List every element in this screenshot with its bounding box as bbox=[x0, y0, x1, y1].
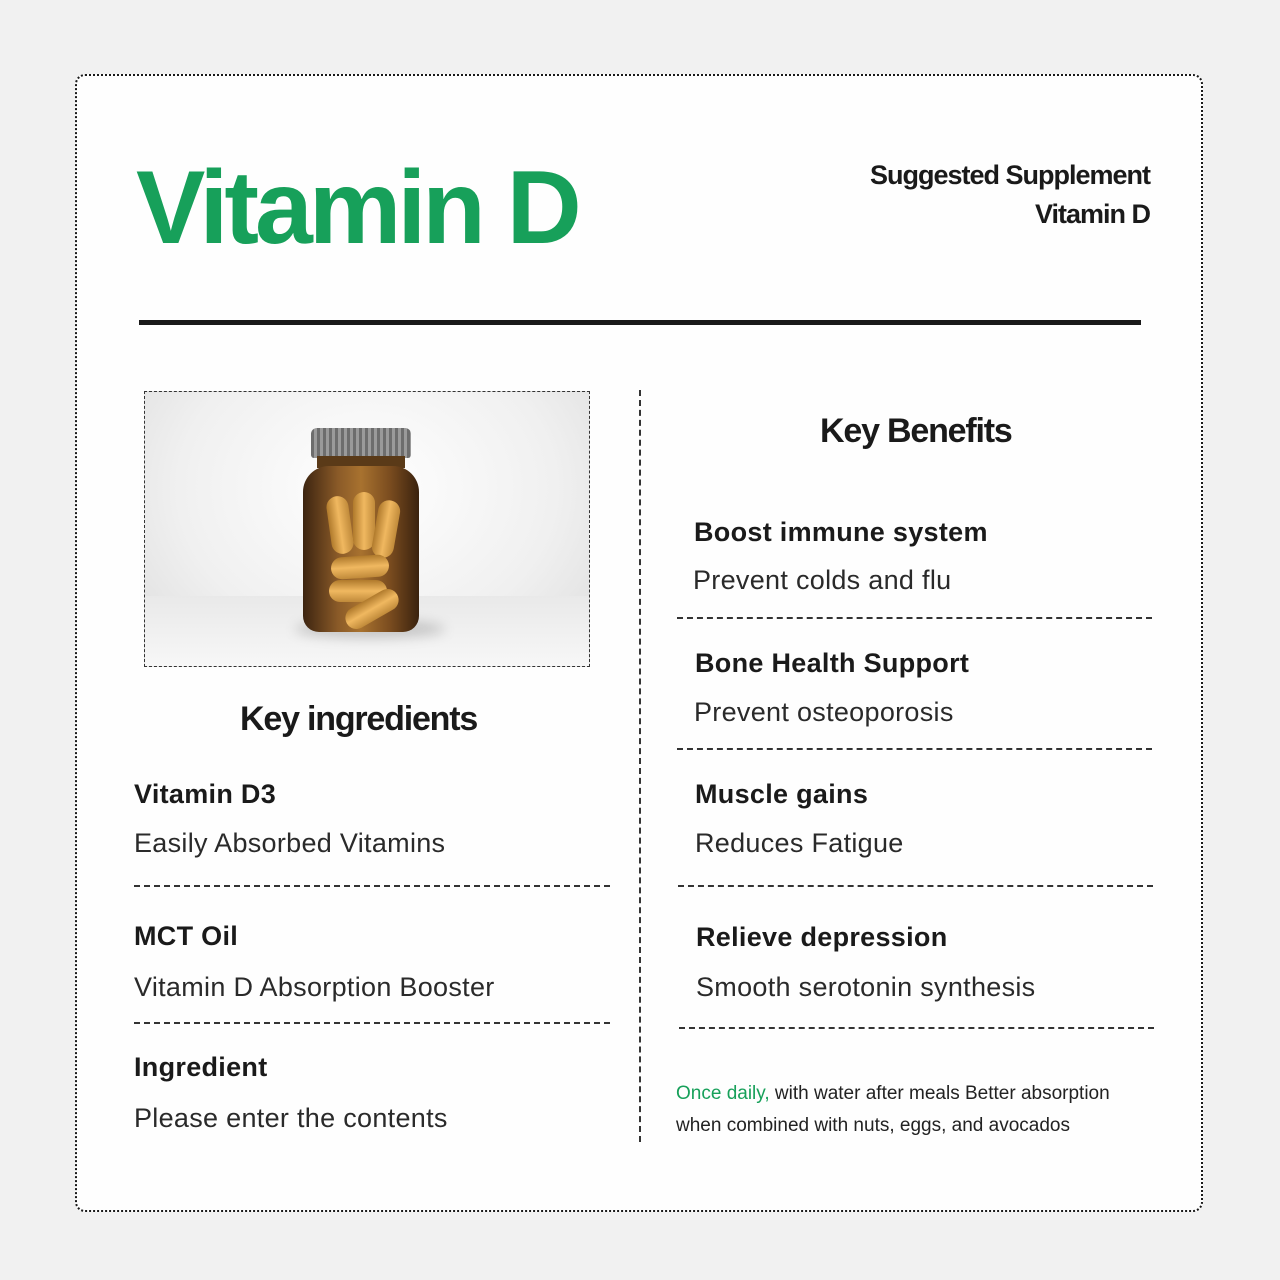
benefit-desc: Prevent osteoporosis bbox=[694, 697, 954, 727]
benefit-desc: Prevent colds and flu bbox=[693, 565, 952, 595]
ingredients-heading: Key ingredients bbox=[240, 700, 478, 738]
ingredient-desc: Vitamin D Absorption Booster bbox=[134, 972, 495, 1002]
ingredient-title: Ingredient bbox=[134, 1052, 268, 1082]
product-photo bbox=[144, 391, 590, 667]
ingredient-separator bbox=[134, 885, 610, 887]
benefit-title: Boost immune system bbox=[694, 517, 988, 547]
bottle-jar bbox=[303, 466, 419, 632]
benefit-title: Muscle gains bbox=[695, 779, 869, 809]
ingredient-title: Vitamin D3 bbox=[134, 779, 277, 809]
benefit-title: Relieve depression bbox=[696, 922, 948, 952]
benefit-title: Bone Health Support bbox=[695, 648, 970, 678]
benefit-separator bbox=[679, 1027, 1154, 1029]
benefit-separator bbox=[678, 885, 1153, 887]
benefits-heading: Key Benefits bbox=[820, 412, 1012, 450]
bottle-cap bbox=[311, 428, 411, 458]
usage-note bbox=[676, 1078, 1156, 1142]
benefit-desc: Reduces Fatigue bbox=[695, 828, 904, 858]
suggested-value: Vitamin D bbox=[1034, 199, 1150, 229]
usage-note-text: with water after meals Better absorption when combined with nuts, eggs, and avocados bbox=[676, 1083, 1110, 1136]
benefit-desc: Smooth serotonin synthesis bbox=[696, 972, 1036, 1002]
page-title: Vitamin D bbox=[136, 150, 578, 266]
column-divider bbox=[639, 390, 641, 1142]
ingredient-separator bbox=[134, 1022, 610, 1024]
suggested-supplement bbox=[870, 156, 1150, 234]
ingredient-title: MCT Oil bbox=[134, 921, 239, 951]
capsule bbox=[325, 495, 355, 555]
capsule bbox=[330, 554, 389, 580]
ingredient-desc: Please enter the contents bbox=[134, 1103, 448, 1133]
benefit-separator bbox=[677, 748, 1152, 750]
suggested-label: Suggested Supplement bbox=[869, 160, 1150, 190]
usage-note-accent: Once daily, bbox=[676, 1083, 770, 1104]
ingredient-desc: Easily Absorbed Vitamins bbox=[134, 828, 446, 858]
header-divider bbox=[139, 320, 1141, 325]
benefit-separator bbox=[677, 617, 1152, 619]
